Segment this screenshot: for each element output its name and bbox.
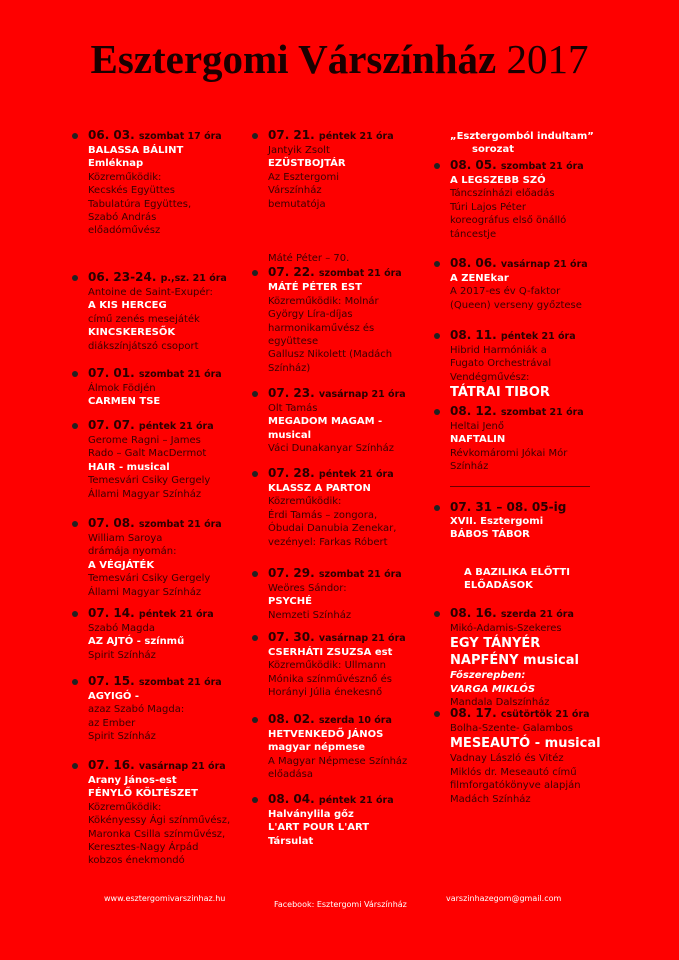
- event-item: [450, 328, 620, 401]
- event-day-time: péntek 21 óra: [138, 421, 214, 432]
- event-item: [88, 366, 264, 409]
- event-detail-line: Közreműködik: Molnár: [268, 295, 379, 307]
- event-detail-line: Kökényessy Ági színművész,: [88, 815, 231, 827]
- event-detail-line: Temesvári Csiky Gergely: [88, 573, 211, 585]
- event-detail-line: drámája nyomán:: [88, 546, 177, 558]
- event-detail-line: Bolha-Szente- Galambos: [450, 723, 573, 734]
- event-date: 07. 31 – 08. 05-ig: [450, 500, 567, 514]
- event-detail-line: Maronka Csilla színművész,: [88, 828, 226, 840]
- event-day-time: vasárnap 21 óra: [500, 259, 588, 270]
- event-detail-line: TÁTRAI TIBOR: [450, 385, 550, 401]
- event-day-time: szombat 21 óra: [138, 369, 222, 380]
- event-detail-line: KINCSKERESŐK: [88, 327, 176, 339]
- event-date: 07. 08.: [88, 516, 135, 530]
- event-item: [450, 158, 620, 241]
- event-item: [450, 606, 620, 710]
- event-date: 06. 03.: [88, 128, 135, 142]
- event-detail-line: Heltai Jenő: [450, 421, 505, 432]
- series-header-line-2: sorozat: [472, 144, 514, 155]
- event-item: [268, 386, 446, 456]
- bullet-icon: [252, 717, 258, 723]
- event-detail-line: Olt Tamás: [268, 403, 318, 414]
- event-date: 07. 07.: [88, 418, 135, 432]
- event-item: [450, 404, 620, 474]
- event-detail-line: Színház): [268, 362, 311, 374]
- event-detail-line: Álmok Födjén: [88, 383, 156, 394]
- event-detail-line: Emléknap: [88, 158, 144, 170]
- event-item: [268, 566, 446, 622]
- event-day-time: szerda 10 óra: [318, 715, 392, 726]
- bullet-icon: [434, 409, 440, 415]
- event-detail-line: Szabó Magda: [88, 623, 155, 634]
- event-detail-line: EGY TÁNYÉR: [450, 636, 541, 652]
- event-item: [268, 712, 446, 782]
- event-item: [268, 466, 446, 549]
- event-item: [450, 256, 620, 312]
- event-detail-line: Állami Magyar Színház: [88, 488, 202, 500]
- event-day-time: csütörtök 21 óra: [500, 709, 590, 720]
- event-item: [88, 758, 264, 868]
- bullet-icon: [72, 763, 78, 769]
- event-date-line: [450, 158, 620, 174]
- event-date: 07. 29.: [268, 566, 315, 580]
- bullet-icon: [434, 505, 440, 511]
- event-day-time: szombat 21 óra: [500, 407, 584, 418]
- event-detail-line: Óbudai Danubia Zenekar,: [268, 523, 397, 535]
- event-item: [88, 128, 264, 238]
- event-detail-line: VARGA MIKLÓS: [450, 683, 536, 695]
- event-detail-line: Nemzeti Színház: [268, 609, 352, 621]
- event-detail-line: harmonikaművész és: [268, 322, 375, 334]
- event-date-line: [88, 758, 264, 774]
- event-date: 07. 30.: [268, 630, 315, 644]
- event-detail-line: Közreműködik:: [88, 171, 162, 183]
- event-detail-line: Temesvári Csiky Gergely: [88, 475, 211, 487]
- footer-email[interactable]: varszinhazegom@gmail.com: [446, 894, 562, 903]
- event-detail-line: A VÉGJÁTÉK: [88, 559, 155, 571]
- event-item: [88, 418, 264, 501]
- event-detail-line: Fugato Orchestrával: [450, 358, 552, 370]
- event-detail-line: (Queen) verseny győztese: [450, 299, 582, 311]
- event-detail-line: Gerome Ragni – James: [88, 435, 201, 446]
- event-detail-line: Vadnay László és Vitéz: [450, 753, 564, 765]
- event-date: 07. 01.: [88, 366, 135, 380]
- event-detail-line: Madách Színház: [450, 793, 531, 805]
- bullet-icon: [72, 521, 78, 527]
- event-detail-line: AZ AJTÓ - színmű: [88, 636, 185, 648]
- event-detail-line: Kecskés Együttes: [88, 185, 176, 197]
- event-date-line: [450, 328, 620, 344]
- event-detail-line: Főszerepben:: [450, 670, 526, 682]
- event-detail-line: Mónika színművésznő és: [268, 673, 392, 685]
- bullet-icon: [434, 611, 440, 617]
- event-date: 08. 12.: [450, 404, 497, 418]
- bullet-icon: [72, 611, 78, 617]
- event-detail-line: Vendégművész:: [450, 371, 530, 383]
- event-detail-line: musical: [268, 429, 312, 441]
- event-day-time: péntek 21 óra: [500, 331, 576, 342]
- event-detail-line: Révkomáromi Jókai Mór: [450, 447, 568, 459]
- event-date: 07. 14.: [88, 606, 135, 620]
- bullet-icon: [252, 571, 258, 577]
- event-date: 07. 28.: [268, 466, 315, 480]
- event-detail-line: azaz Szabó Magda:: [88, 704, 185, 716]
- event-detail-line: MÁTÉ PÉTER EST: [268, 282, 362, 294]
- event-day-time: péntek 21 óra: [318, 131, 394, 142]
- event-date-line: [88, 674, 264, 690]
- event-detail-line: Társulat: [268, 835, 314, 847]
- event-detail-line: Spirit Színház: [88, 649, 156, 661]
- event-detail-line: Weöres Sándor:: [268, 583, 347, 594]
- event-pretitle: Máté Péter – 70.: [268, 253, 350, 264]
- event-detail-line: diákszínjátszó csoport: [88, 340, 199, 352]
- event-date-line: [450, 404, 620, 420]
- event-date: 08. 11.: [450, 328, 497, 342]
- event-date-line: [268, 566, 446, 582]
- event-day-time: szombat 21 óra: [318, 569, 402, 580]
- event-detail-line: az Ember: [88, 717, 136, 729]
- event-detail-line: Túri Lajos Péter: [450, 201, 526, 213]
- event-detail-line: Halványlila gőz: [268, 809, 354, 820]
- bullet-icon: [434, 711, 440, 717]
- event-detail-line: Hibrid Harmóniák a: [450, 345, 547, 356]
- event-day-time: p.,sz. 21 óra: [160, 273, 227, 284]
- event-detail-line: BALASSA BÁLINT: [88, 145, 184, 156]
- event-detail-line: Tabulatúra Együttes,: [88, 198, 192, 210]
- event-detail-line: Rado – Galt MacDermot: [88, 448, 207, 460]
- event-day-time: szombat 21 óra: [500, 161, 584, 172]
- bazilika-header-line-2: ELŐADÁSOK: [464, 580, 533, 591]
- event-detail-line: BÁBOS TÁBOR: [450, 529, 530, 541]
- event-date: 08. 06.: [450, 256, 497, 270]
- event-detail-line: AGYIGÓ -: [88, 691, 140, 702]
- event-detail-line: MEGADOM MAGAM -: [268, 416, 383, 428]
- event-detail-line: Váci Dunakanyar Színház: [268, 443, 394, 455]
- event-item: [88, 270, 264, 353]
- event-detail-line: FÉNYLŐ KÖLTÉSZET: [88, 788, 198, 800]
- event-date: 08. 05.: [450, 158, 497, 172]
- bullet-icon: [434, 261, 440, 267]
- event-detail-line: MESEAUTÓ - musical: [450, 736, 601, 752]
- footer-facebook[interactable]: Facebook: Esztergomi Várszínház: [274, 900, 407, 909]
- event-detail-line: Antoine de Saint-Exupér:: [88, 287, 213, 298]
- event-date-line: [88, 418, 264, 434]
- event-detail-line: Mandala Dalszínház: [450, 697, 550, 709]
- bullet-icon: [252, 391, 258, 397]
- event-date-line: [88, 128, 264, 144]
- event-date-line: [450, 606, 620, 622]
- event-day-time: vasárnap 21 óra: [318, 633, 406, 644]
- event-day-time: péntek 21 óra: [138, 609, 214, 620]
- bullet-icon: [72, 423, 78, 429]
- event-item: [450, 500, 620, 542]
- event-date-line: [450, 256, 620, 272]
- event-detail-line: HAIR - musical: [88, 461, 170, 473]
- title-main: Esztergomi Várszínház: [90, 36, 497, 82]
- event-day-time: vasárnap 21 óra: [138, 761, 226, 772]
- event-item: [268, 128, 446, 211]
- event-detail-line: Horányi Júlia énekesnő: [268, 687, 383, 699]
- event-item: [88, 516, 264, 599]
- event-detail-line: bemutatója: [268, 198, 326, 210]
- event-detail-line: koreográfus első önálló: [450, 215, 567, 227]
- event-date: 07. 23.: [268, 386, 315, 400]
- event-date-line: [268, 630, 446, 646]
- event-date: 08. 16.: [450, 606, 497, 620]
- event-detail-line: előadása: [268, 769, 313, 781]
- bullet-icon: [72, 275, 78, 281]
- event-detail-line: együttese: [268, 336, 319, 348]
- bullet-icon: [252, 133, 258, 139]
- event-date-line: [450, 706, 620, 722]
- event-item: [88, 606, 264, 662]
- event-day-time: vasárnap 21 óra: [318, 389, 406, 400]
- event-detail-line: Mikó-Adamis-Szekeres: [450, 623, 562, 634]
- event-detail-line: XVII. Esztergomi: [450, 516, 544, 527]
- event-detail-line: A 2017-es év Q-faktor: [450, 286, 561, 298]
- event-date-line: [268, 128, 446, 144]
- event-day-time: péntek 21 óra: [318, 795, 394, 806]
- event-date: 07. 15.: [88, 674, 135, 688]
- event-date: 07. 21.: [268, 128, 315, 142]
- event-date: 07. 22.: [268, 265, 315, 280]
- bullet-icon: [72, 371, 78, 377]
- event-detail-line: című zenés mesejáték: [88, 313, 200, 325]
- event-detail-line: Spirit Színház: [88, 731, 156, 743]
- event-detail-line: CSERHÁTI ZSUZSA est: [268, 647, 393, 658]
- event-date-line: [268, 466, 446, 482]
- event-detail-line: Gallusz Nikolett (Madách: [268, 349, 393, 361]
- event-item: [268, 252, 446, 375]
- event-detail-line: A LEGSZEBB SZÓ: [450, 175, 546, 186]
- event-day-time: szombat 17 óra: [138, 131, 222, 142]
- event-detail-line: CARMEN TSE: [88, 396, 161, 408]
- event-detail-line: Közreműködik:: [268, 496, 342, 508]
- event-date-line: [88, 516, 264, 532]
- event-detail-line: Várszínház: [268, 185, 322, 197]
- series-header-line-1: „Esztergomból indultam”: [450, 131, 594, 142]
- event-date: 06. 23-24.: [88, 270, 157, 284]
- event-detail-line: Szabó András: [88, 212, 157, 224]
- event-detail-line: Az Esztergomi: [268, 171, 340, 183]
- event-detail-line: vezényel: Farkas Róbert: [268, 536, 388, 548]
- event-detail-line: György Líra-díjas: [268, 309, 353, 321]
- event-detail-line: A ZENEkar: [450, 273, 509, 284]
- event-day-time: péntek 21 óra: [318, 469, 394, 480]
- footer-website[interactable]: www.esztergomivarszinhaz.hu: [104, 894, 226, 903]
- event-detail-line: NAFTALIN: [450, 434, 506, 446]
- event-item: [450, 706, 620, 806]
- bullet-icon: [434, 163, 440, 169]
- event-detail-line: KLASSZ A PARTON: [268, 483, 371, 494]
- event-detail-line: Miklós dr. Meseautó című: [450, 766, 577, 778]
- bullet-icon: [434, 333, 440, 339]
- event-detail-line: Érdi Tamás – zongora,: [268, 509, 378, 521]
- poster-title: [0, 34, 679, 84]
- event-date: 08. 17.: [450, 706, 497, 720]
- bullet-icon: [252, 471, 258, 477]
- event-day-time: szombat 21 óra: [138, 519, 222, 530]
- bullet-icon: [72, 133, 78, 139]
- event-detail-line: HETVENKEDŐ JÁNOS: [268, 729, 384, 740]
- event-day-time: szombat 21 óra: [318, 268, 402, 280]
- event-detail-line: EZÜSTBOJTÁR: [268, 158, 346, 170]
- bazilika-header-line-1: A BAZILIKA ELŐTTI: [464, 567, 570, 578]
- bullet-icon: [252, 797, 258, 803]
- event-detail-line: Táncszínházi előadás: [450, 188, 555, 200]
- title-year: 2017: [506, 36, 589, 82]
- event-date-line: [268, 265, 446, 281]
- event-detail-line: magyar népmese: [268, 742, 366, 754]
- event-detail-line: táncestje: [450, 228, 497, 240]
- event-date: 07. 16.: [88, 758, 135, 772]
- event-detail-line: Állami Magyar Színház: [88, 586, 202, 598]
- event-item: [88, 674, 264, 744]
- event-date-line: [88, 366, 264, 382]
- event-date-line: [268, 792, 446, 808]
- event-detail-line: Keresztes-Nagy Árpád: [88, 842, 199, 854]
- event-day-time: szombat 21 óra: [138, 677, 222, 688]
- event-date-line: [450, 500, 620, 515]
- bullet-icon: [252, 635, 258, 641]
- bullet-icon: [72, 679, 78, 685]
- event-date: 08. 04.: [268, 792, 315, 806]
- event-detail-line: NAPFÉNY musical: [450, 653, 579, 669]
- event-detail-line: Arany János-est: [88, 775, 177, 786]
- event-date-line: [88, 606, 264, 622]
- event-day-time: szerda 21 óra: [500, 609, 574, 620]
- event-item: [268, 792, 446, 848]
- event-date-line: [268, 386, 446, 402]
- event-detail-line: A Magyar Népmese Színház: [268, 755, 408, 767]
- event-detail-line: Közreműködik: Ullmann: [268, 660, 386, 672]
- divider: [450, 486, 590, 487]
- event-detail-line: kobzos énekmondó: [88, 855, 185, 867]
- event-item: [268, 630, 446, 700]
- event-detail-line: L'ART POUR L'ART: [268, 822, 370, 834]
- event-date: 08. 02.: [268, 712, 315, 726]
- event-detail-line: Jantyik Zsolt: [268, 145, 330, 156]
- event-date-line: [268, 712, 446, 728]
- event-detail-line: A KIS HERCEG: [88, 300, 167, 312]
- event-date-line: [88, 270, 264, 286]
- event-detail-line: William Saroya: [88, 533, 163, 544]
- event-detail-line: filmforgatókönyve alapján: [450, 780, 581, 792]
- event-detail-line: PSYCHÉ: [268, 596, 312, 608]
- event-detail-line: Színház: [450, 461, 489, 473]
- event-detail-line: előadóművész: [88, 225, 161, 237]
- event-detail-line: Közreműködik:: [88, 801, 162, 813]
